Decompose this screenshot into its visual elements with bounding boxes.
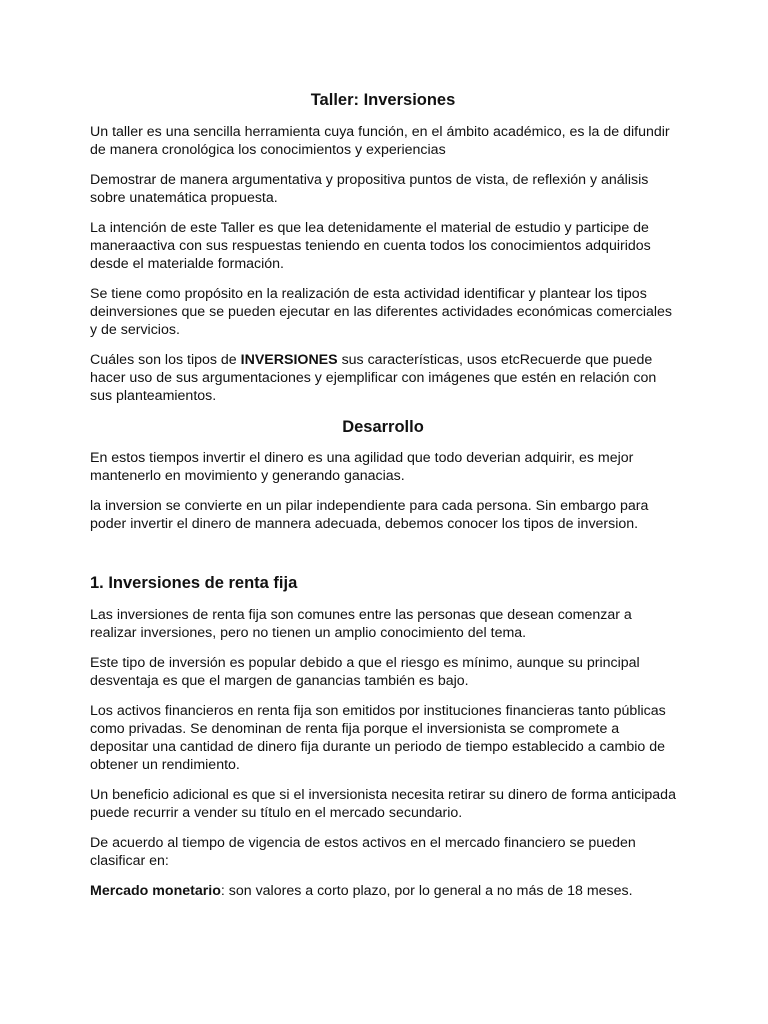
intro-paragraph-1: Un taller es una sencilla herramienta cuya función, en el ámbito académico, es la de difundir de manera cronológica los conocimientos y experiencias [90, 124, 670, 158]
market-item-definition: : son valores a corto plazo, por lo general a no más de 18 meses. [220, 883, 633, 899]
heading-renta-fija: 1. Inversiones de renta fija [90, 574, 298, 592]
question-keyword: INVERSIONES [240, 352, 338, 368]
intro-paragraph-3: La intención de este Taller es que lea detenidamente el material de estudio y participe de maneraactiva con sus respuestas teniendo en cuenta todos los conocimientos adquiridos desde el materialde formación. [90, 220, 651, 272]
intro-paragraph-4: Se tiene como propósito en la realización de esta actividad identificar y plantear los tipos deinversiones que se pueden ejecutar en las diferentes actividades económicas comerciales y de servicios. [90, 286, 673, 338]
renta-fija-paragraph-2: Este tipo de inversión es popular debido a que el riesgo es mínimo, aunque su principal desventaja es que el margen de ganancias también es bajo. [90, 655, 640, 689]
renta-fija-paragraph-5: De acuerdo al tiempo de vigencia de estos activos en el mercado financiero se pueden clasificar en: [90, 835, 636, 869]
development-paragraph-1: En estos tiempos invertir el dinero es una agilidad que todo deverian adquirir, es mejor mantenerlo en movimiento y generando ganacias. [90, 450, 634, 484]
question-paragraph [90, 351, 676, 405]
renta-fija-paragraph-3: Los activos financieros en renta fija son emitidos por instituciones financieras tanto públicas como privadas. Se denominan de renta fija porque el inversionista se compromete a depositar una cantidad de dinero fija durante un periodo de tiempo establecido a cambio de obtener un rendimiento. [90, 703, 666, 773]
market-item [90, 882, 676, 900]
market-item-term: Mercado monetario [90, 883, 221, 899]
renta-fija-paragraph-4: Un beneficio adicional es que si el inversionista necesita retirar su dinero de forma anticipada puede recurrir a vender su título en el mercado secundario. [90, 787, 676, 821]
document-title: Taller: Inversiones [310, 91, 456, 109]
question-text-after: sus características, usos etcRecuerde que puede hacer uso de sus argumentaciones y ejemplificar con imágenes que estén en relación con sus planteamientos. [90, 352, 657, 404]
renta-fija-paragraph-1: Las inversiones de renta fija son comunes entre las personas que desean comenzar a realizar inversiones, pero no tienen un amplio conocimiento del tema. [90, 607, 632, 641]
section-title-desarrollo: Desarrollo [342, 418, 424, 436]
development-paragraph-2: la inversion se convierte en un pilar independiente para cada persona. Sin embargo para poder invertir el dinero de mannera adecuada, debemos conocer los tipos de inversion. [90, 498, 649, 532]
intro-paragraph-2: Demostrar de manera argumentativa y propositiva puntos de vista, de reflexión y análisis sobre unatemática propuesta. [90, 172, 649, 206]
question-text-before: Cuáles son los tipos de [90, 352, 241, 368]
